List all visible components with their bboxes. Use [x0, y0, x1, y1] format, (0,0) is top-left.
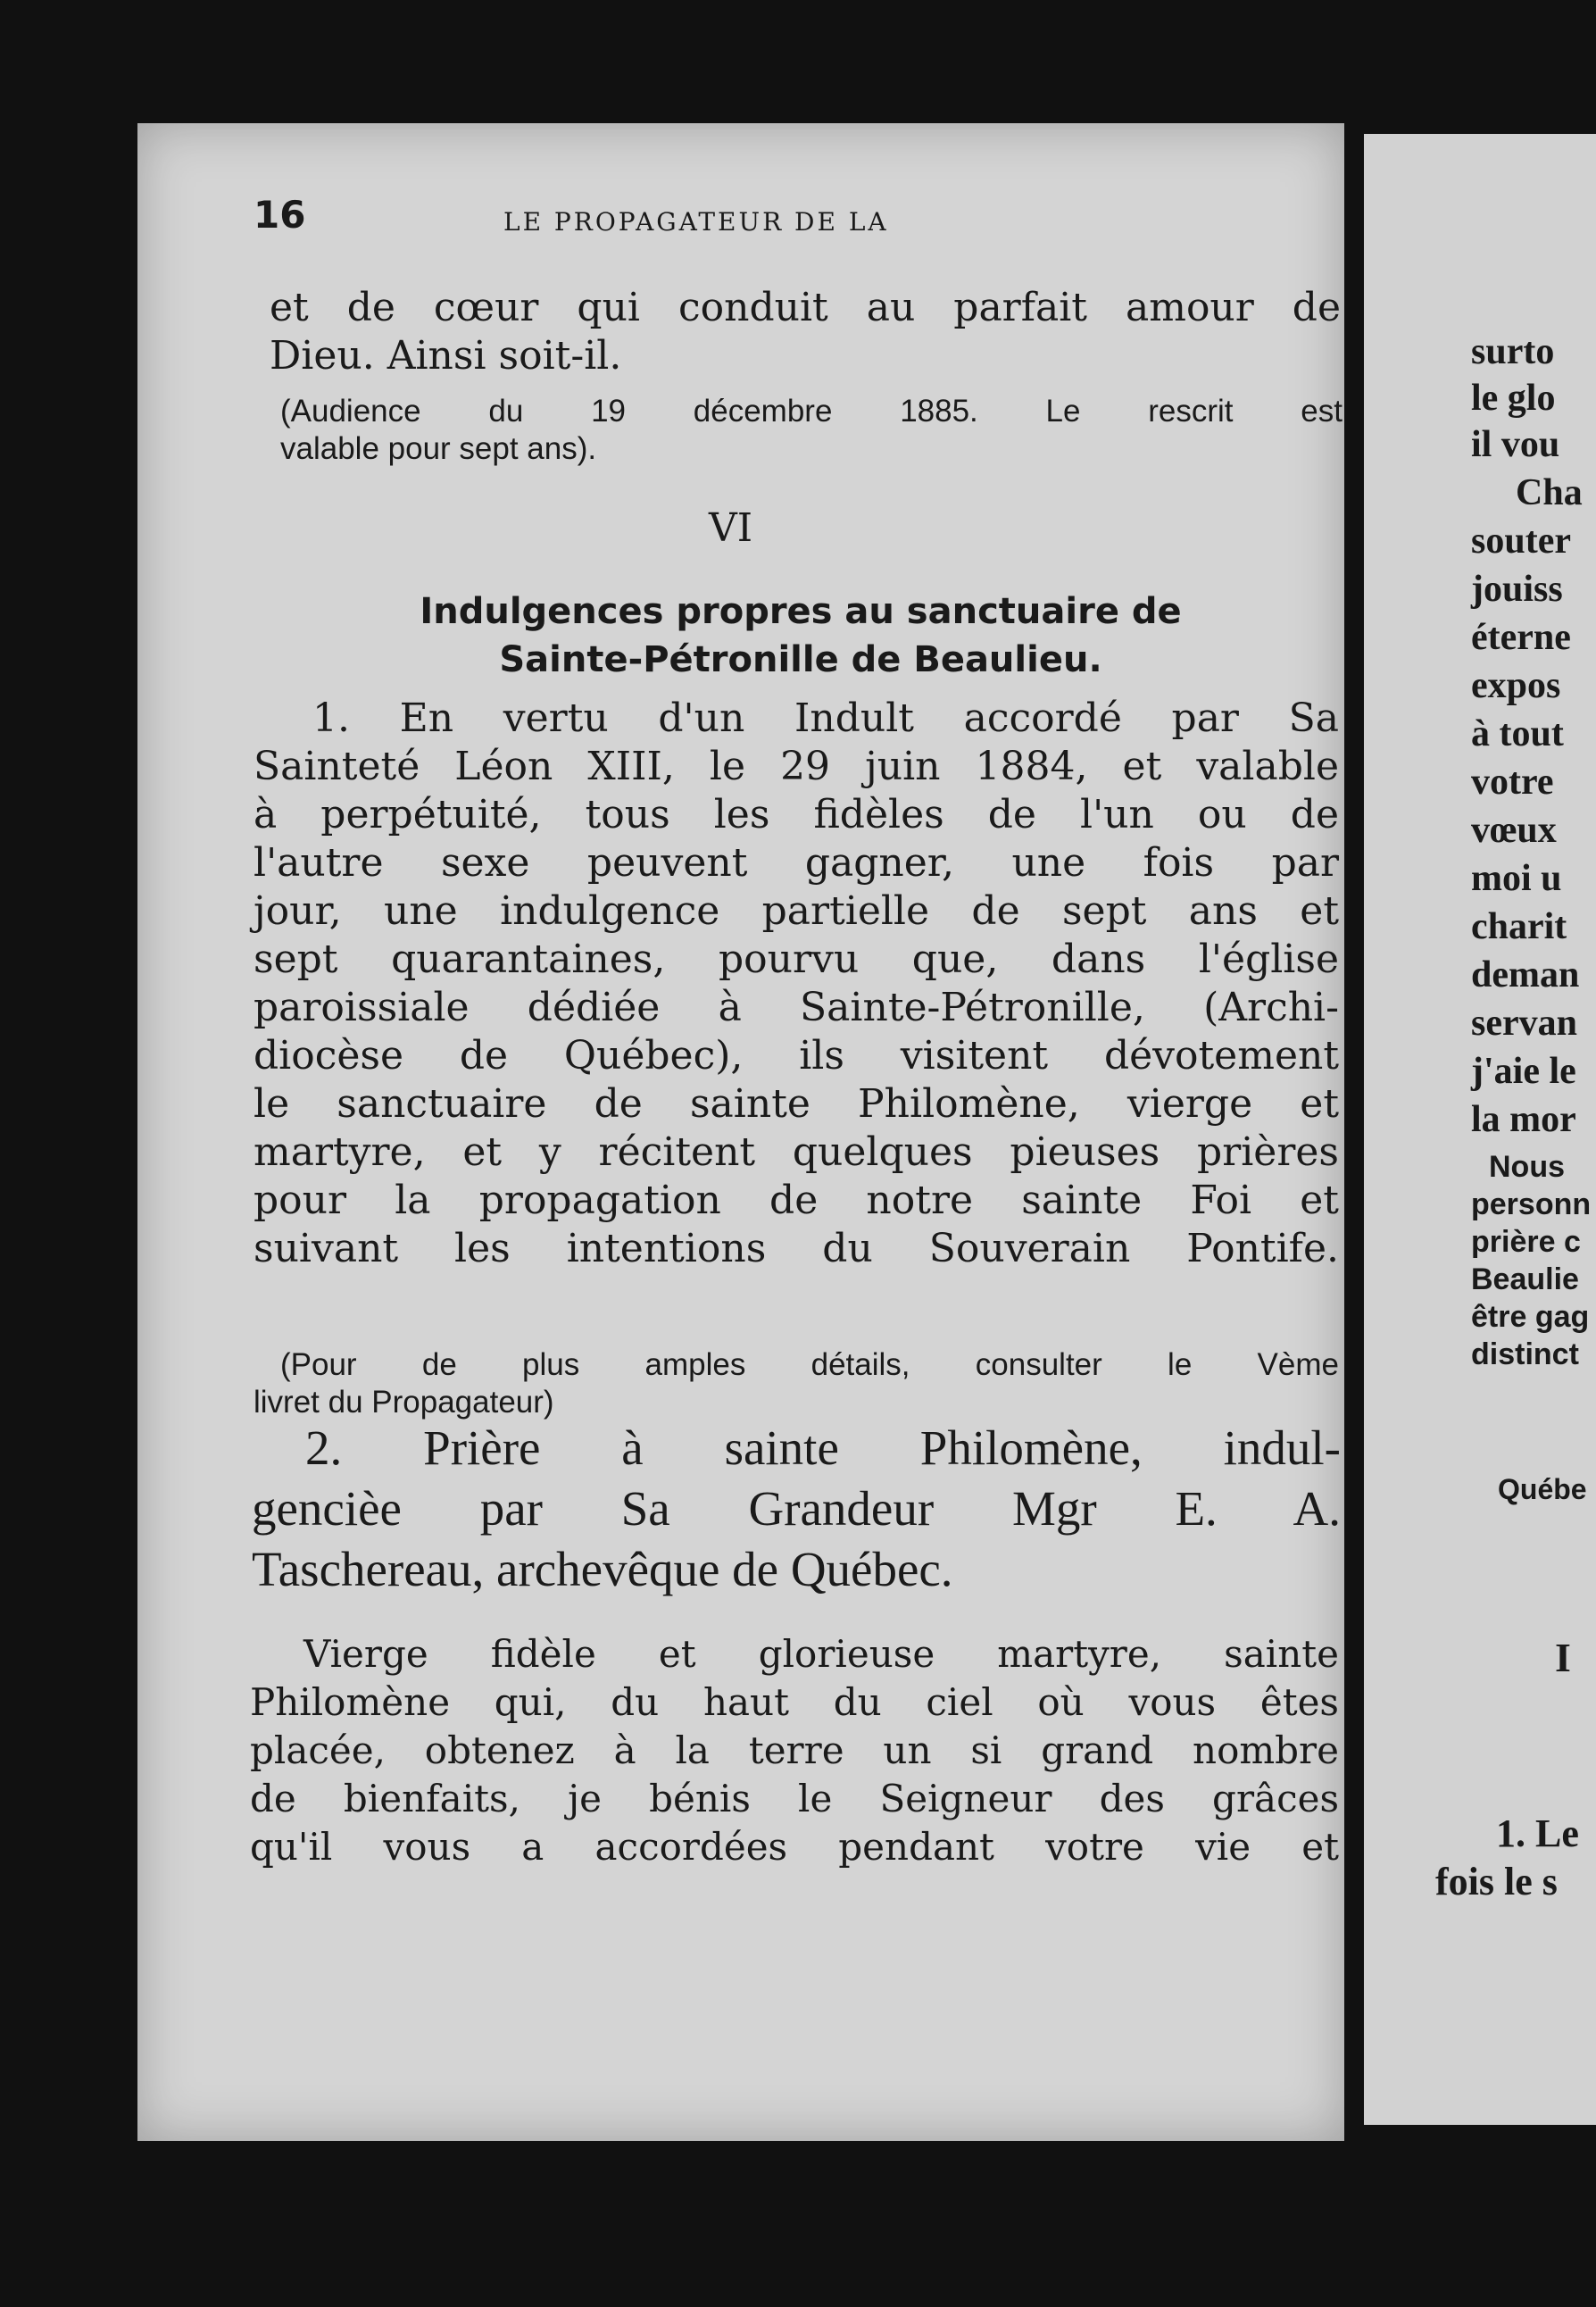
- text-line: le sanctuaire de sainte Philomène, vierge et: [254, 1081, 1339, 1127]
- text-line: expos: [1471, 665, 1561, 706]
- text-line: il vou: [1471, 424, 1560, 465]
- text-line: Vierge fidèle et glorieuse martyre, sainte: [303, 1632, 1339, 1676]
- text-line: 1. Le: [1496, 1811, 1579, 1855]
- text-line: la mor: [1471, 1099, 1576, 1140]
- text-line: Taschereau, archevêque de Québec.: [252, 1542, 953, 1596]
- text-line: être gag: [1471, 1300, 1590, 1334]
- text-line: gencièe par Sa Grandeur Mgr E. A.: [252, 1481, 1341, 1536]
- text-line: le glo: [1471, 378, 1556, 419]
- text-line: Sainte-Pétronille de Beaulieu.: [499, 639, 1102, 680]
- page-number: 16: [254, 193, 306, 237]
- text-line: Indulgences propres au sanctuaire de: [420, 591, 1182, 632]
- text-line: prière c: [1471, 1225, 1581, 1259]
- text-line: votre: [1471, 762, 1554, 803]
- text-line: pour la propagation de notre sainte Foi et: [254, 1178, 1339, 1223]
- text-line: moi u: [1471, 858, 1562, 899]
- text-line: (Audience du 19 décembre 1885. Le rescrit est: [280, 394, 1342, 429]
- text-line: charit: [1471, 906, 1567, 947]
- text-line: vœux: [1471, 810, 1557, 851]
- text-line: et de cœur qui conduit au parfait amour de: [270, 285, 1341, 330]
- text-line: jour, une indulgence partielle de sept ans et: [254, 888, 1339, 934]
- section-title: [261, 587, 1341, 684]
- text-line: Philomène qui, du haut du ciel où vous êtes: [250, 1680, 1339, 1724]
- text-line: surto: [1471, 331, 1555, 372]
- text-line: martyre, et y récitent quelques pieuses prières: [254, 1129, 1339, 1175]
- text-line: Québe: [1498, 1473, 1587, 1505]
- text-line: Sainteté Léon XIII, le 29 juin 1884, et valable: [254, 744, 1339, 789]
- details-note: [254, 1346, 1339, 1421]
- text-line: éterne: [1471, 617, 1571, 658]
- text-line: placée, obtenez à la terre un si grand nombre: [250, 1728, 1339, 1772]
- text-line: Beaulie: [1471, 1262, 1579, 1296]
- text-line: deman: [1471, 954, 1580, 995]
- text-line: souter: [1471, 521, 1571, 562]
- prayer-paragraph: [250, 1630, 1339, 1871]
- left-page: [137, 123, 1344, 2141]
- text-line: valable pour sept ans).: [280, 431, 597, 466]
- text-line: distinct: [1471, 1337, 1579, 1371]
- text-line: (Pour de plus amples détails, consulter le Vème: [280, 1347, 1339, 1382]
- text-line: Nous: [1489, 1150, 1565, 1184]
- text-line: jouiss: [1471, 569, 1563, 610]
- text-line: Cha: [1516, 472, 1583, 513]
- right-page-fragment: [1364, 134, 1596, 2125]
- text-line: livret du Propagateur): [254, 1385, 554, 1420]
- text-line: I: [1555, 1635, 1571, 1680]
- text-line: j'aie le: [1471, 1051, 1576, 1092]
- text-line: suivant les intentions du Souverain Pontife.: [254, 1226, 1339, 1271]
- text-line: sept quarantaines, pourvu que, dans l'église: [254, 937, 1339, 982]
- running-title: LE PROPAGATEUR DE LA: [503, 207, 889, 237]
- audience-note: [280, 393, 1342, 468]
- text-line: à tout: [1471, 713, 1564, 754]
- text-line: diocèse de Québec), ils visitent dévotement: [254, 1033, 1339, 1079]
- text-line: 2. Prière à sainte Philomène, indul-: [305, 1420, 1341, 1475]
- text-line: fois le s: [1435, 1860, 1558, 1903]
- prayer-end: [270, 284, 1341, 380]
- text-line: qu'il vous a accordées pendant votre vie et: [250, 1825, 1339, 1869]
- section-numeral: VI: [709, 505, 753, 551]
- text-line: Dieu. Ainsi soit-il.: [270, 333, 622, 379]
- text-line: de bienfaits, je bénis le Seigneur des grâces: [250, 1777, 1339, 1820]
- text-line: 1. En vertu d'un Indult accordé par Sa: [312, 695, 1339, 741]
- text-line: personn: [1471, 1187, 1592, 1221]
- text-line: paroissiale dédiée à Sainte-Pétronille, (Archi-: [254, 985, 1339, 1030]
- text-line: l'autre sexe peuvent gagner, une fois par: [254, 840, 1339, 886]
- text-line: servan: [1471, 1003, 1577, 1044]
- indult-paragraph: [254, 695, 1339, 1273]
- text-line: à perpétuité, tous les fidèles de l'un ou de: [254, 792, 1339, 837]
- prayer-heading: [252, 1418, 1341, 1600]
